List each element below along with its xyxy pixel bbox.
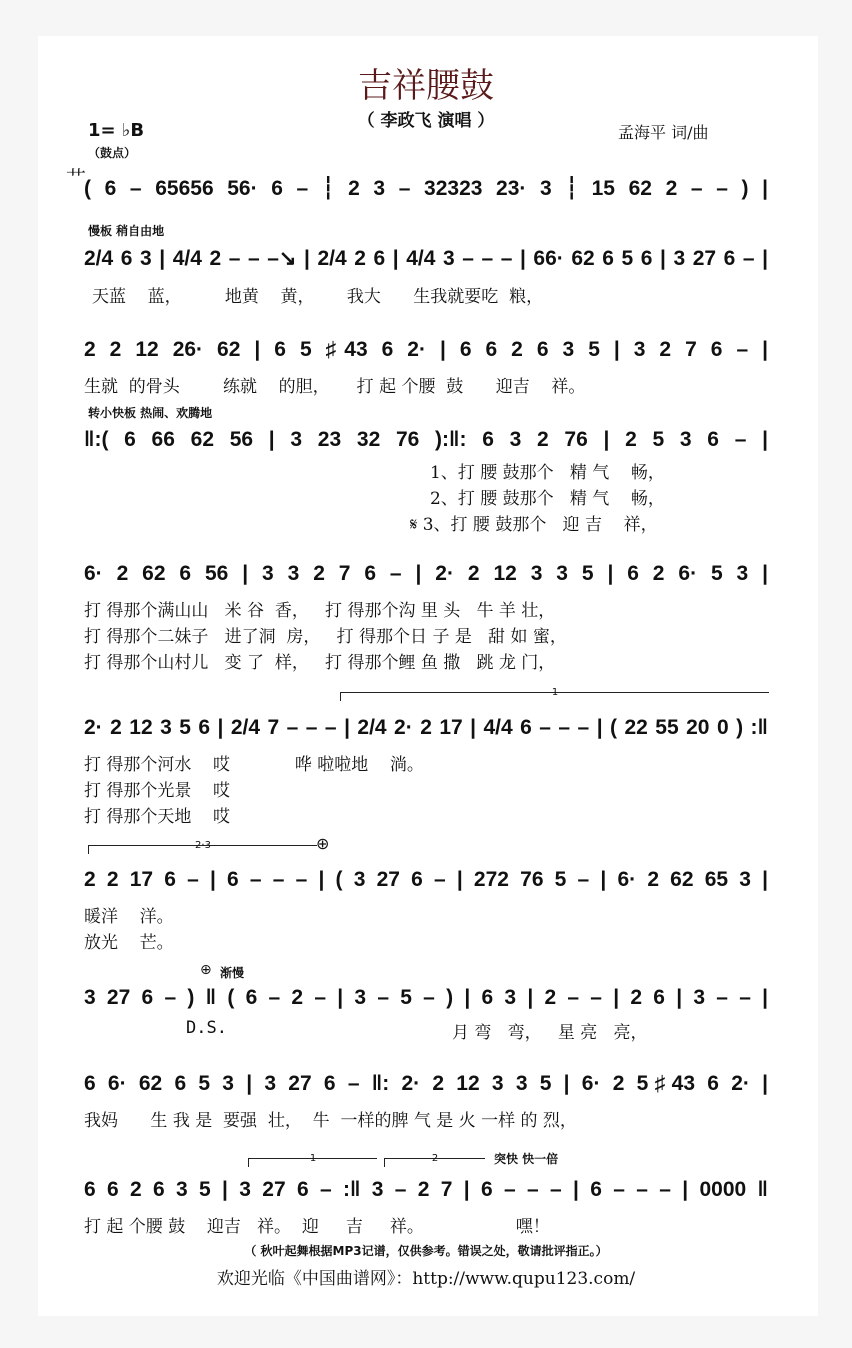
volta-label: 1 [551,687,559,698]
notes-line-2: 2/4 6 3 | 4/4 2 – – –↘ | 2/4 2 6 | 4/4 3 – – – | 66· 62 6 5 6 | 3 27 6 – | [84,247,768,270]
website-link[interactable]: 欢迎光临《中国曲谱网》：http://www.qupu123.com/ [216,1269,636,1289]
lyrics-line: 打 得那个满山山 米 谷 香， 打 得那个沟 里 头 牛 羊 壮， [84,601,556,621]
volta-bracket [384,1153,485,1167]
volta-label: 2·3 [195,840,211,851]
coda-icon: ⊕ [200,962,212,978]
volta-bracket [340,687,769,701]
singer: （ 李政飞 演唱 ） [357,111,495,131]
lyrics-line: 生就 的骨头 练就 的胆， 打 起 个腰 鼓 迎吉 祥。 [84,377,586,397]
song-title: 吉祥腰鼓 [358,66,494,106]
notes-line-6: 2· 2 12 3 5 6 | 2/4 7 – – – | 2/4 2· 2 17 | 4/4 6 – – – | ( 22 55 20 0 ) :‖ [84,716,768,739]
lyrics-line: 打 起 个腰 鼓 迎吉 祥。 迎 吉 祥。 嘿！ [84,1217,550,1237]
lyrics-line: 放光 芒。 [84,933,174,953]
lyrics-line: 1、打 腰 鼓那个 精 气 畅， [430,463,665,483]
volta-label: 1 [309,1153,317,1164]
key-signature: 1= ♭B [88,120,145,141]
tempo-mark: 渐慢 [220,966,245,980]
drum-note: （鼓点） [88,146,137,160]
lyrics-line: 打 得那个光景 哎 [84,781,231,801]
notes-line-10: 6 6 2 6 3 5 | 3 27 6 – :‖ 3 – 2 7 | 6 – – – | 6 – – – | 0000 ‖ [84,1178,768,1201]
lyrics-line: 打 得那个河水 哎 哗 啦啦地 淌。 [84,755,424,775]
lyrics-line: 打 得那个天地 哎 [84,807,231,827]
lyrics-line: 打 得那个二妹子 进了洞 房， 打 得那个日 子 是 甜 如 蜜， [84,627,567,647]
volta-bracket [248,1153,377,1167]
coda-icon: ⊕ [316,834,330,853]
author: 孟海平 词/曲 [618,123,709,142]
lyrics-line: 天蓝 蓝， 地黄 黄， 我大 生我就要吃 粮， [92,287,544,307]
notes-line-3: 2 2 12 26· 62 | 6 5 ♯43 6 2· | 6 6 2 6 3 5 | 3 2 7 6 – | [84,338,768,361]
notes-line-4: ‖:( 6 66 62 56 | 3 23 32 76 ):‖: 6 3 2 76 | 2 5 3 6 – | [84,428,768,451]
lyrics-line: 月 弯 弯， 星 亮 亮， [452,1023,648,1043]
tempo-mark: 慢板 稍自由地 [88,224,165,238]
prefix-mark: 艹 [66,166,86,190]
ds-label: D.S. [186,1018,227,1038]
tempo-mark: 转小快板 热闹、欢腾地 [88,406,213,420]
lyrics-line: 打 得那个山村儿 变 了 样， 打 得那个鲤 鱼 撒 跳 龙 门， [84,653,556,673]
lyrics-line: 暖洋 洋。 [84,907,174,927]
volta-bracket [88,840,317,854]
tempo-mark: 突快 快一倍 [494,1152,559,1166]
volta-label: 2 [431,1153,439,1164]
notes-line-9: 6 6· 62 6 5 3 | 3 27 6 – ‖: 2· 2 12 3 3 5 | 6· 2 5♯43 6 2· | [84,1072,768,1095]
notes-line-5: 6· 2 62 6 56 | 3 3 2 7 6 – | 2· 2 12 3 3 5 | 6 2 6· 5 3 | [84,562,768,585]
footnote: （ 秋叶起舞根据MP3记谱，仅供参考。错误之处，敬请批评指正。） [244,1244,608,1258]
lyrics-line: 𝄋 3、打 腰 鼓那个 迎 吉 祥， [410,515,658,535]
notes-line-7: 2 2 17 6 – | 6 – – – | ( 3 27 6 – | 272 76 5 – | 6· 2 62 65 3 | [84,868,768,891]
lyrics-line: 2、打 腰 鼓那个 精 气 畅， [430,489,665,509]
notes-line-1: ( 6 – 65656 56· 6 – ┆ 2 3 – 32323 23· 3 ┆ 15 62 2 – – ) | [84,177,768,200]
notes-line-8: 3 27 6 – ) ‖ ( 6 – 2 – | 3 – 5 – ) | 6 3 | 2 – – | 2 6 | 3 – – | [84,986,768,1009]
lyrics-line: 我妈 生 我 是 要强 壮， 牛 一样的脾 气 是 火 一样 的 烈， [84,1111,577,1131]
